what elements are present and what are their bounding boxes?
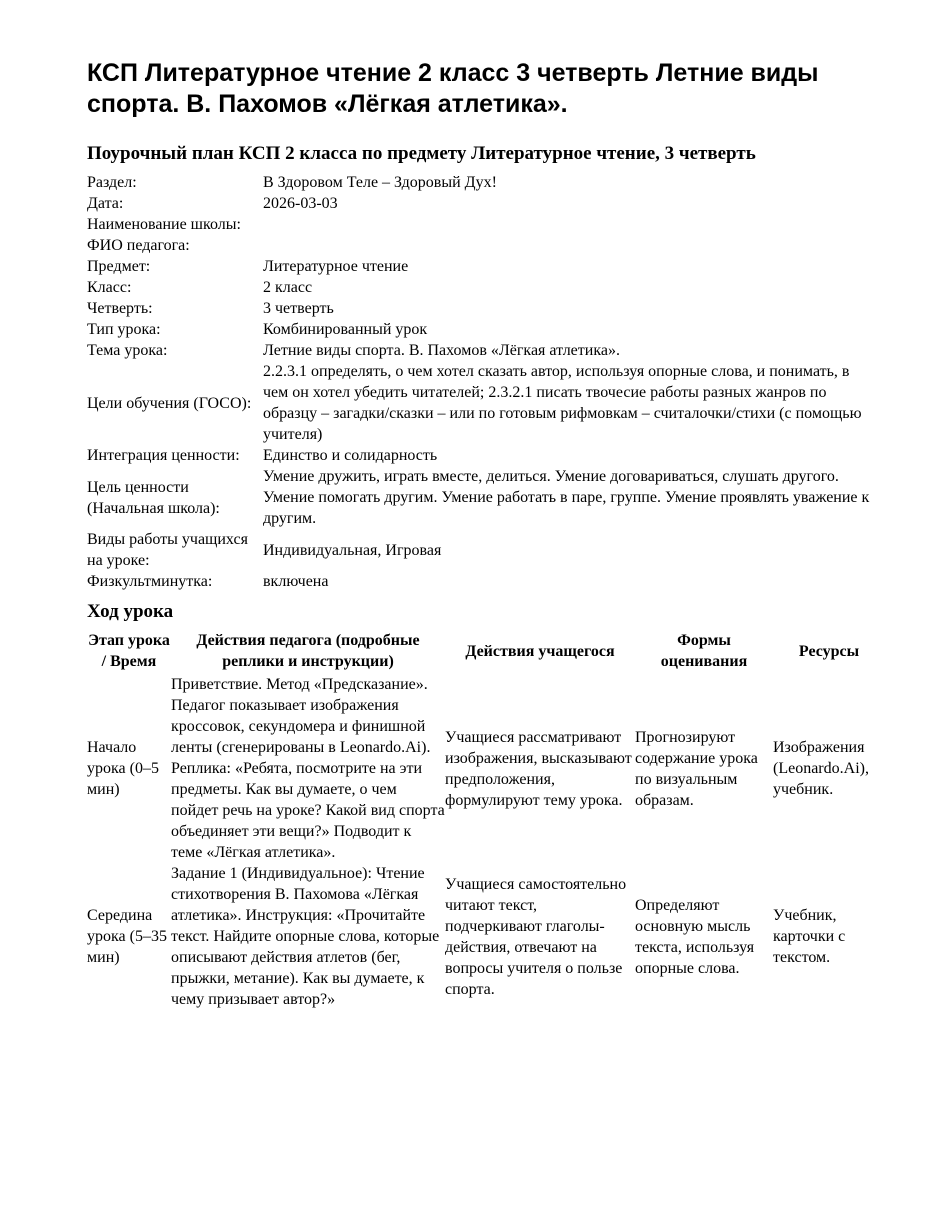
header-student: Действия учащегося (465, 642, 615, 660)
info-row (87, 235, 877, 256)
info-row (87, 529, 877, 571)
lesson-row (87, 674, 885, 863)
info-row (87, 298, 877, 319)
info-key: Дата: (87, 195, 124, 212)
info-key: Виды работы учащихся на уроке: (87, 531, 248, 569)
info-value: 2026-03-03 (263, 195, 338, 212)
lesson-cell-student: Учащиеся самостоятельно читают текст, подчеркивают глаголы-действия, отвечают на вопросы учителя о пользе спорта. (445, 875, 627, 998)
info-value: включена (263, 573, 329, 590)
info-row (87, 571, 877, 592)
info-value: 2 класс (263, 279, 313, 296)
info-value (263, 235, 877, 256)
lesson-table (87, 628, 885, 1010)
lesson-cell-teacher: Задание 1 (Индивидуальное): Чтение стихотворения В. Пахомова «Лёгкая атлетика». Инструкция: «Прочитайте текст. Найдите опорные слова, которые описывают действия атлетов (бег, прыжки, метание). Как вы думаете, к чему призывает автор?» (171, 865, 440, 1008)
lesson-cell-resources: Изображения (Leonardo.Ai), учебник. (773, 739, 869, 798)
info-row (87, 256, 877, 277)
lesson-cell-stage: Начало урока (0–5 мин) (87, 739, 159, 798)
info-row (87, 445, 877, 466)
info-key: Наименование школы: (87, 216, 241, 233)
info-key: Цель ценности (Начальная школа): (87, 478, 220, 517)
info-value: Летние виды спорта. В. Пахомов «Лёгкая атлетика». (263, 342, 620, 359)
info-value: Индивидуальная, Игровая (263, 541, 442, 559)
lesson-cell-resources: Учебник, карточки с текстом. (773, 907, 846, 966)
lesson-cell-stage: Середина урока (5–35 мин) (87, 907, 167, 966)
info-value: Литературное чтение (263, 258, 409, 275)
info-value: В Здоровом Теле – Здоровый Дух! (263, 174, 497, 191)
info-key: Четверть: (87, 300, 153, 317)
header-stage: Этап урока / Время (88, 632, 170, 670)
info-row (87, 277, 877, 298)
info-value: Умение дружить, играть вместе, делиться. Умение договариваться, слушать другого. Умение помогать другим. Умение работать в паре, группе. Умение проявлять уважение к другим. (263, 468, 870, 527)
info-row (87, 172, 877, 193)
info-row (87, 361, 877, 445)
info-key: Интеграция ценности: (87, 447, 240, 464)
info-value: Комбинированный урок (263, 321, 428, 338)
lesson-cell-student: Учащиеся рассматривают изображения, высказывают предположения, формулируют тему урока. (445, 728, 632, 809)
info-row (87, 466, 877, 529)
lesson-header-row (87, 628, 885, 674)
header-assessment: Формы оценивания (660, 632, 748, 670)
info-value: Единство и солидарность (263, 447, 438, 464)
info-value (263, 214, 877, 235)
info-value: 2.2.3.1 определять, о чем хотел сказать автор, используя опорные слова, и понимать, в чем он хотел убедить читателей; 2.3.2.1 писать твочесие работы разных жанров по образцу – загадки/сказки – или по готовым рифмовкам – считалочки/стихи (с помощью учителя) (263, 363, 862, 443)
document-title: КСП Литературное чтение 2 класс 3 четверть Летние виды спорта. В. Пахомов «Лёгкая атлетика». (87, 59, 819, 118)
info-key: Раздел: (87, 174, 137, 191)
info-key: Цели обучения (ГОСО): (87, 394, 252, 412)
plan-title: Поурочный план КСП 2 класса по предмету Литературное чтение, 3 четверть (87, 143, 756, 164)
info-key: Класс: (87, 279, 132, 296)
lesson-section-title: Ход урока (87, 601, 174, 622)
info-table (87, 172, 877, 592)
info-row (87, 214, 877, 235)
header-resources: Ресурсы (798, 642, 860, 660)
info-key: Предмет: (87, 258, 151, 275)
info-value: 3 четверть (263, 300, 334, 317)
lesson-row (87, 863, 885, 1010)
header-teacher: Действия педагога (подробные реплики и инструкции) (196, 632, 420, 670)
lesson-cell-teacher: Приветствие. Метод «Предсказание». Педагог показывает изображения кроссовок, секундомера и финишной ленты (сгенерированы в Leonardo.Ai). Реплика: «Ребята, посмотрите на эти предметы. Как вы думаете, о чем пойдет речь на уроке? Какой вид спорта объединяет эти вещи?» Подводит к теме «Лёгкая атлетика». (171, 676, 445, 861)
info-row (87, 340, 877, 361)
info-key: Тема урока: (87, 342, 168, 359)
info-row (87, 193, 877, 214)
info-row (87, 319, 877, 340)
info-key: Физкультминутка: (87, 573, 213, 590)
lesson-cell-assessment: Прогнозируют содержание урока по визуальным образам. (635, 728, 758, 809)
lesson-cell-assessment: Определяют основную мысль текста, используя опорные слова. (635, 896, 755, 977)
info-key: Тип урока: (87, 321, 161, 338)
info-key: ФИО педагога: (87, 237, 190, 254)
